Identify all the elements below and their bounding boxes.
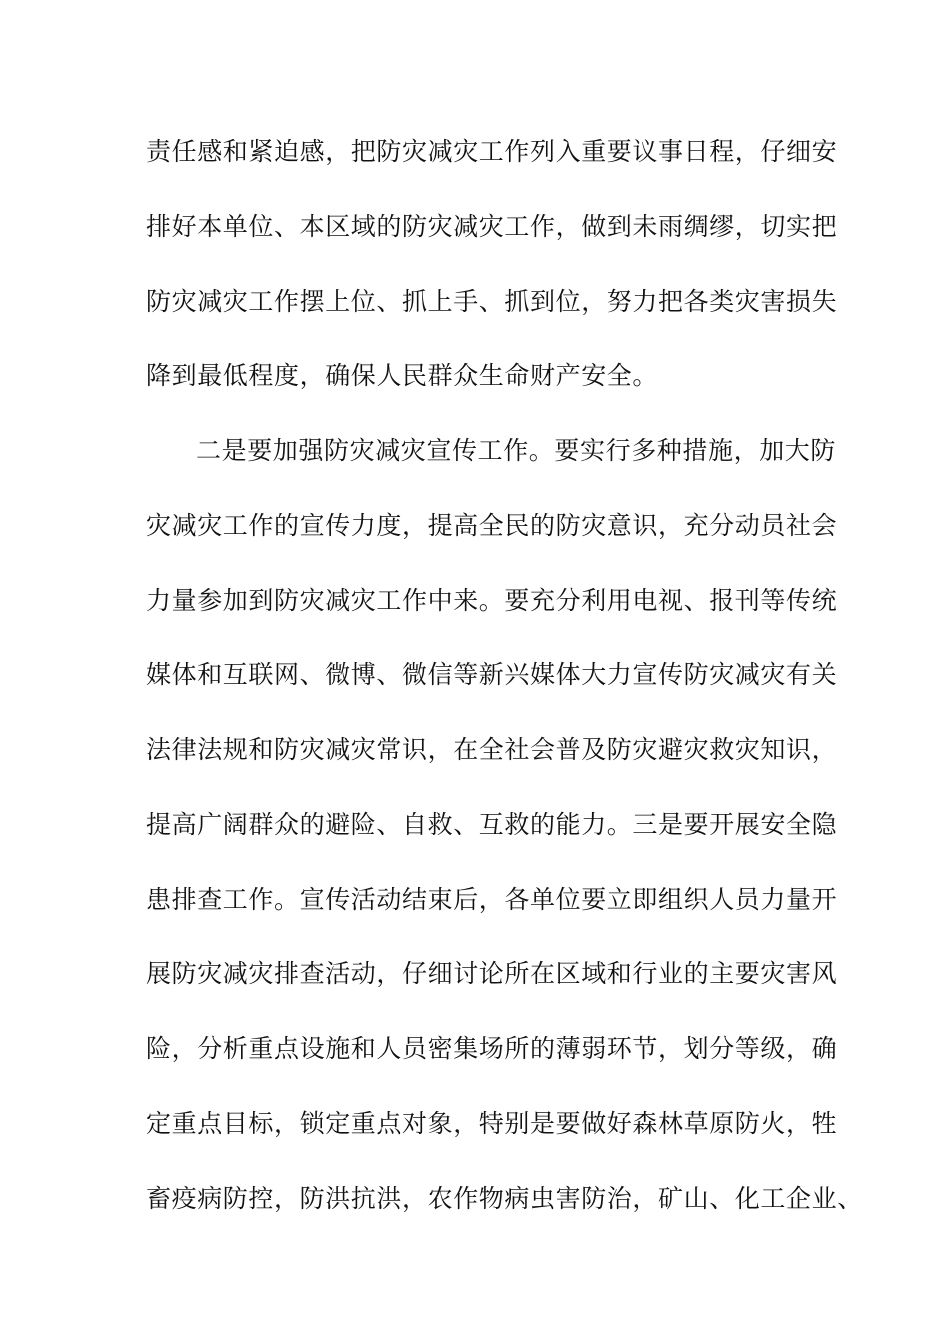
text-line: 力量参加到防灾减灾工作中来。要充分利用电视、报刊等传统	[146, 586, 838, 615]
text-line: 媒体和互联网、微博、微信等新兴媒体大力宣传防灾减灾有关	[146, 660, 838, 689]
text-line: 畜疫病防控，防洪抗洪，农作物病虫害防治，矿山、化工企业、	[146, 1184, 863, 1213]
text-line: 定重点目标，锁定重点对象，特别是要做好森林草原防火，牲	[146, 1109, 838, 1138]
text-line: 展防灾减灾排查活动，仔细讨论所在区域和行业的主要灾害风	[146, 959, 838, 988]
text-line: 防灾减灾工作摆上位、抓上手、抓到位，努力把各类灾害损失	[146, 287, 838, 316]
text-line: 提高广阔群众的避险、自救、互救的能力。三是要开展安全隐	[146, 810, 838, 839]
text-line: 法律法规和防灾减灾常识，在全社会普及防灾避灾救灾知识，	[146, 735, 838, 764]
text-line: 排好本单位、本区域的防灾减灾工作，做到未雨绸缪，切实把	[146, 212, 838, 241]
text-line: 降到最低程度，确保人民群众生命财产安全。	[146, 361, 659, 390]
text-line: 灾减灾工作的宣传力度，提高全民的防灾意识，充分动员社会	[146, 511, 838, 540]
paragraph-first-line: 二是要加强防灾减灾宣传工作。要实行多种措施，加大防	[196, 436, 837, 465]
text-line: 患排查工作。宣传活动结束后，各单位要立即组织人员力量开	[146, 885, 838, 914]
text-line: 责任感和紧迫感，把防灾减灾工作列入重要议事日程，仔细安	[146, 137, 838, 166]
text-line: 险，分析重点设施和人员密集场所的薄弱环节，划分等级，确	[146, 1034, 838, 1063]
